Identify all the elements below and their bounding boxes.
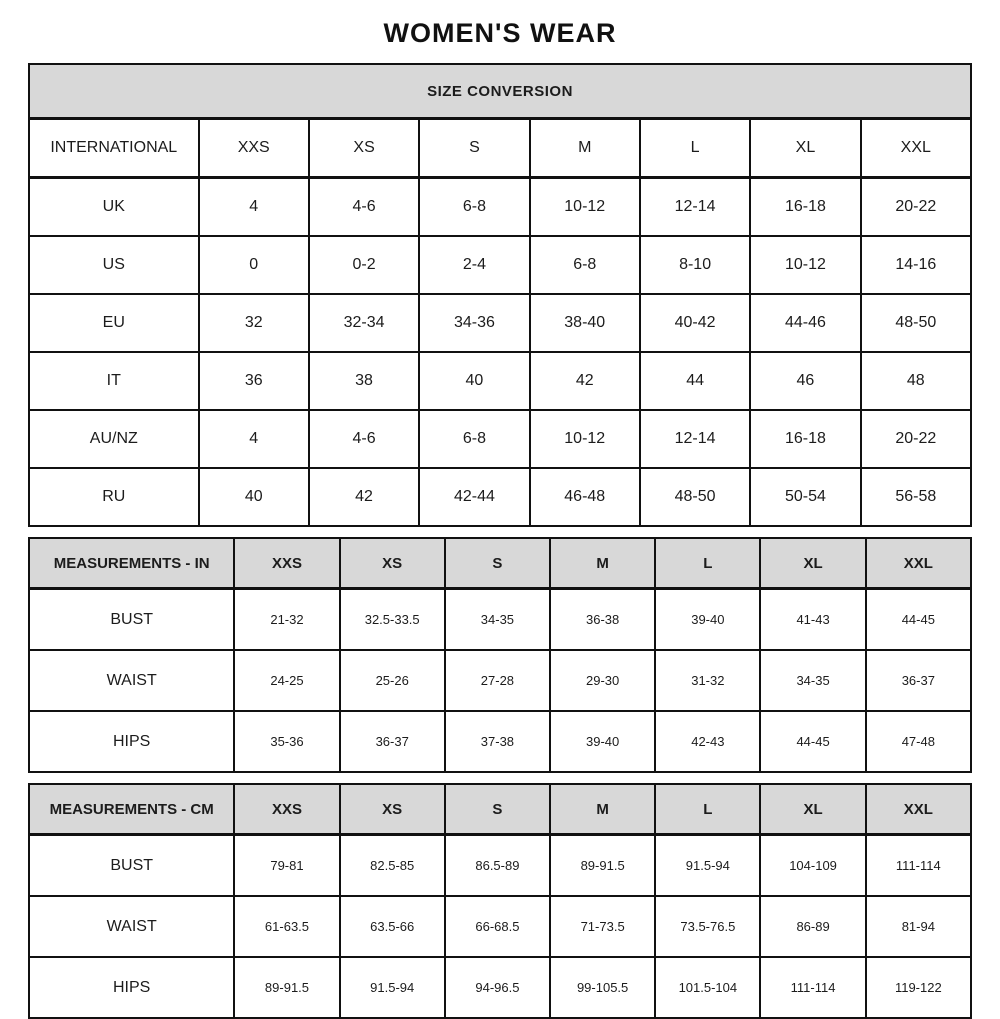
measurement-cell: 89-91.5 (234, 957, 339, 1018)
row-label-aunz: AU/NZ (29, 410, 199, 468)
measurements-cm-header-row (29, 784, 971, 835)
row-label-us: US (29, 236, 199, 294)
column-header-l: L (640, 119, 750, 178)
size-cell: 20-22 (861, 410, 971, 468)
size-cell: 6-8 (419, 410, 529, 468)
size-cell: 0 (199, 236, 309, 294)
column-header-xxs: XXS (234, 538, 339, 589)
column-header-xl: XL (760, 538, 865, 589)
row-label-eu: EU (29, 294, 199, 352)
size-conversion-banner: SIZE CONVERSION (29, 64, 971, 119)
column-header-xxl: XXL (866, 784, 971, 835)
size-cell: 42-44 (419, 468, 529, 526)
size-cell: 40 (419, 352, 529, 410)
page-title: WOMEN'S WEAR (383, 18, 617, 48)
measurement-cell: 63.5-66 (340, 896, 445, 957)
measurement-cell: 79-81 (234, 835, 339, 897)
table-row-waist-cm (29, 896, 971, 957)
column-header-m: M (550, 538, 655, 589)
measurement-cell: 101.5-104 (655, 957, 760, 1018)
size-cell: 44 (640, 352, 750, 410)
measurements-cm-title: MEASUREMENTS - CM (29, 784, 234, 835)
column-header-xxs: XXS (199, 119, 309, 178)
size-cell: 56-58 (861, 468, 971, 526)
measurement-cell: 89-91.5 (550, 835, 655, 897)
measurement-cell: 94-96.5 (445, 957, 550, 1018)
measurement-cell: 29-30 (550, 650, 655, 711)
measurement-cell: 36-37 (340, 711, 445, 772)
size-cell: 36 (199, 352, 309, 410)
table-row-uk (29, 178, 971, 237)
size-cell: 40 (199, 468, 309, 526)
measurements-cm-table (28, 783, 972, 1019)
size-cell: 16-18 (750, 178, 860, 237)
measurement-cell: 25-26 (340, 650, 445, 711)
measurement-cell: 27-28 (445, 650, 550, 711)
measurement-cell: 99-105.5 (550, 957, 655, 1018)
measurements-in-table (28, 537, 972, 773)
size-cell: 6-8 (419, 178, 529, 237)
measurement-cell: 21-32 (234, 589, 339, 651)
measurement-cell: 42-43 (655, 711, 760, 772)
size-cell: 40-42 (640, 294, 750, 352)
measurement-cell: 91.5-94 (655, 835, 760, 897)
column-header-xxl: XXL (866, 538, 971, 589)
size-conversion-table (28, 63, 972, 527)
row-label-uk: UK (29, 178, 199, 237)
table-row-it (29, 352, 971, 410)
size-conversion-columns-row (29, 119, 971, 178)
measurement-cell: 119-122 (866, 957, 971, 1018)
measurement-cell: 41-43 (760, 589, 865, 651)
size-cell: 38 (309, 352, 419, 410)
measurement-cell: 86.5-89 (445, 835, 550, 897)
measurement-cell: 71-73.5 (550, 896, 655, 957)
table-row-ru (29, 468, 971, 526)
column-header-m: M (530, 119, 640, 178)
size-cell: 14-16 (861, 236, 971, 294)
column-header-international: INTERNATIONAL (29, 119, 199, 178)
measurement-cell: 24-25 (234, 650, 339, 711)
size-conversion-banner-row (29, 64, 971, 119)
measurement-cell: 104-109 (760, 835, 865, 897)
table-row-hips-in (29, 711, 971, 772)
size-cell: 4-6 (309, 178, 419, 237)
size-cell: 50-54 (750, 468, 860, 526)
size-cell: 10-12 (750, 236, 860, 294)
table-row-aunz (29, 410, 971, 468)
size-cell: 4-6 (309, 410, 419, 468)
measurement-cell: 82.5-85 (340, 835, 445, 897)
column-header-s: S (445, 538, 550, 589)
measurement-cell: 73.5-76.5 (655, 896, 760, 957)
size-cell: 44-46 (750, 294, 860, 352)
column-header-l: L (655, 538, 760, 589)
measurement-cell: 36-38 (550, 589, 655, 651)
measurement-cell: 32.5-33.5 (340, 589, 445, 651)
measurement-cell: 81-94 (866, 896, 971, 957)
column-header-xs: XS (309, 119, 419, 178)
column-header-xxs: XXS (234, 784, 339, 835)
size-cell: 48 (861, 352, 971, 410)
size-cell: 42 (309, 468, 419, 526)
row-label-bust: BUST (29, 589, 234, 651)
measurement-cell: 86-89 (760, 896, 865, 957)
size-cell: 6-8 (530, 236, 640, 294)
measurement-cell: 39-40 (550, 711, 655, 772)
table-row-bust-in (29, 589, 971, 651)
size-cell: 46 (750, 352, 860, 410)
size-cell: 10-12 (530, 178, 640, 237)
size-cell: 20-22 (861, 178, 971, 237)
measurement-cell: 31-32 (655, 650, 760, 711)
measurements-in-header-row (29, 538, 971, 589)
column-header-xs: XS (340, 784, 445, 835)
row-label-waist: WAIST (29, 896, 234, 957)
measurement-cell: 111-114 (866, 835, 971, 897)
size-cell: 46-48 (530, 468, 640, 526)
column-header-m: M (550, 784, 655, 835)
size-cell: 4 (199, 410, 309, 468)
size-cell: 2-4 (419, 236, 529, 294)
column-header-xl: XL (750, 119, 860, 178)
size-cell: 48-50 (861, 294, 971, 352)
measurement-cell: 34-35 (760, 650, 865, 711)
size-cell: 12-14 (640, 410, 750, 468)
measurement-cell: 37-38 (445, 711, 550, 772)
row-label-waist: WAIST (29, 650, 234, 711)
measurement-cell: 44-45 (866, 589, 971, 651)
measurement-cell: 36-37 (866, 650, 971, 711)
measurement-cell: 34-35 (445, 589, 550, 651)
row-label-ru: RU (29, 468, 199, 526)
size-cell: 8-10 (640, 236, 750, 294)
size-cell: 42 (530, 352, 640, 410)
table-row-us (29, 236, 971, 294)
size-cell: 12-14 (640, 178, 750, 237)
row-label-it: IT (29, 352, 199, 410)
column-header-l: L (655, 784, 760, 835)
size-cell: 10-12 (530, 410, 640, 468)
table-row-bust-cm (29, 835, 971, 897)
measurement-cell: 91.5-94 (340, 957, 445, 1018)
measurement-cell: 61-63.5 (234, 896, 339, 957)
measurements-in-title: MEASUREMENTS - IN (29, 538, 234, 589)
size-cell: 4 (199, 178, 309, 237)
measurement-cell: 47-48 (866, 711, 971, 772)
table-row-hips-cm (29, 957, 971, 1018)
measurement-cell: 39-40 (655, 589, 760, 651)
row-label-hips: HIPS (29, 957, 234, 1018)
size-cell: 38-40 (530, 294, 640, 352)
size-cell: 0-2 (309, 236, 419, 294)
column-header-s: S (445, 784, 550, 835)
measurement-cell: 35-36 (234, 711, 339, 772)
measurement-cell: 111-114 (760, 957, 865, 1018)
column-header-xl: XL (760, 784, 865, 835)
row-label-hips: HIPS (29, 711, 234, 772)
table-row-eu (29, 294, 971, 352)
column-header-s: S (419, 119, 529, 178)
measurement-cell: 66-68.5 (445, 896, 550, 957)
column-header-xxl: XXL (861, 119, 971, 178)
size-cell: 16-18 (750, 410, 860, 468)
measurement-cell: 44-45 (760, 711, 865, 772)
row-label-bust: BUST (29, 835, 234, 897)
table-row-waist-in (29, 650, 971, 711)
size-cell: 32-34 (309, 294, 419, 352)
size-cell: 32 (199, 294, 309, 352)
size-cell: 48-50 (640, 468, 750, 526)
size-cell: 34-36 (419, 294, 529, 352)
column-header-xs: XS (340, 538, 445, 589)
